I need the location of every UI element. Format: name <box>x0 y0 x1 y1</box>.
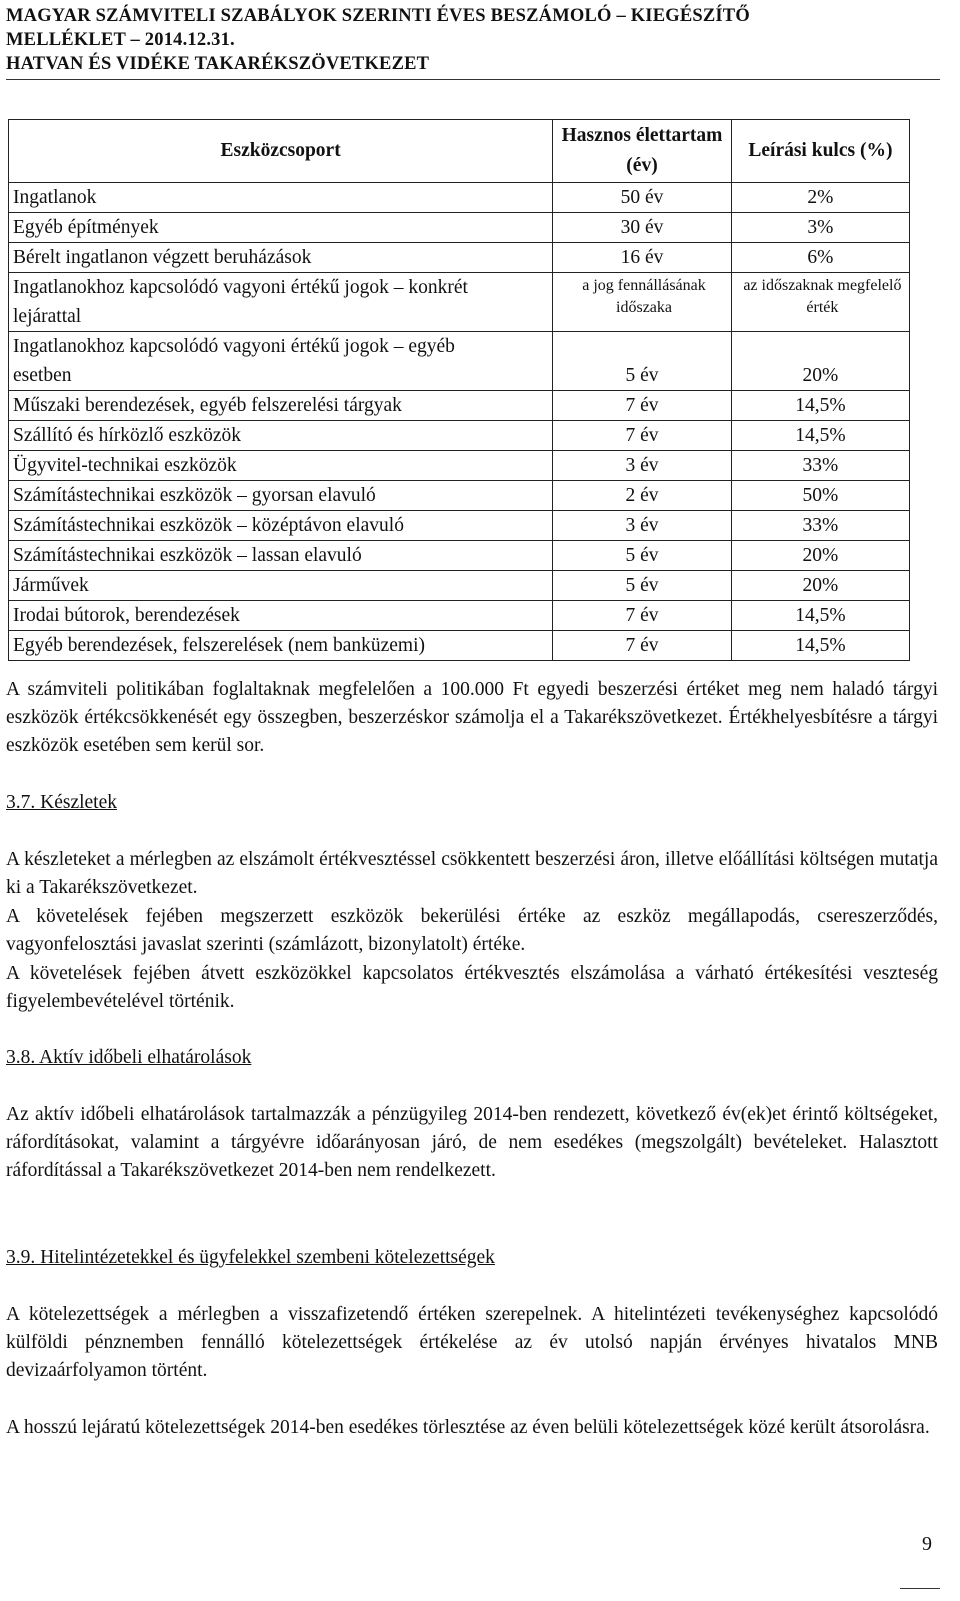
cell-useful-life: a jog fennállásának időszaka <box>553 273 732 332</box>
cell-asset-group: Számítástechnikai eszközök – gyorsan elavuló <box>9 481 553 511</box>
table-body <box>9 183 910 661</box>
header-line-2: MELLÉKLET – 2014.12.31. <box>6 30 235 50</box>
cell-asset-group: Járművek <box>9 571 553 601</box>
paragraph-inventories-2: A követelések fejében megszerzett eszközök bekerülési értéke az eszköz megállapodás, csereszerződés, vagyonfelosztási javaslat szerinti (számlázott, bizonylatolt) értéke. <box>6 906 938 955</box>
cell-depreciation-rate: 14,5% <box>731 601 909 631</box>
section-heading-liabilities: 3.9. Hitelintézetekkel és ügyfelekkel szembeni kötelezettségek <box>6 1247 495 1268</box>
section-heading-accrued-income: 3.8. Aktív időbeli elhatárolások <box>6 1047 252 1068</box>
table-row <box>9 391 910 421</box>
section-heading-inventories: 3.7. Készletek <box>6 792 118 813</box>
table-row <box>9 541 910 571</box>
cell-depreciation-rate: 14,5% <box>731 421 909 451</box>
cell-depreciation-rate: 20% <box>731 541 909 571</box>
paragraph-inventories-1: A készleteket a mérlegben az elszámolt értékvesztéssel csökkentett beszerzési áron, illetve előállítási költségen mutatja ki a Takarékszövetkezet. <box>6 849 938 898</box>
cell-useful-life: 50 év <box>553 183 732 213</box>
cell-asset-group: Szállító és hírközlő eszközök <box>9 421 553 451</box>
cell-depreciation-rate: 6% <box>731 243 909 273</box>
cell-asset-group: Bérelt ingatlanon végzett beruházások <box>9 243 553 273</box>
cell-depreciation-rate: 2% <box>731 183 909 213</box>
table-row <box>9 421 910 451</box>
table-row <box>9 213 910 243</box>
cell-asset-group: Ügyvitel-technikai eszközök <box>9 451 553 481</box>
cell-useful-life: 30 év <box>553 213 732 243</box>
cell-asset-group: Irodai bútorok, berendezések <box>9 601 553 631</box>
cell-asset-group: Ingatlanokhoz kapcsolódó vagyoni értékű jogok – egyéb esetben <box>9 332 553 391</box>
document-header <box>6 4 936 76</box>
paragraph-liabilities-2: A hosszú lejáratú kötelezettségek 2014-ben esedékes törlesztése az éven belüli kötelezettségek közé került átsorolásra. <box>6 1417 930 1438</box>
table-row <box>9 481 910 511</box>
cell-depreciation-rate: 14,5% <box>731 391 909 421</box>
table-row <box>9 332 910 391</box>
cell-asset-group: Ingatlanokhoz kapcsolódó vagyoni értékű jogok – konkrét lejárattal <box>9 273 553 332</box>
table-row <box>9 601 910 631</box>
cell-useful-life: 16 év <box>553 243 732 273</box>
cell-asset-group: Műszaki berendezések, egyéb felszerelési tárgyak <box>9 391 553 421</box>
cell-useful-life: 7 év <box>553 391 732 421</box>
cell-depreciation-rate: 20% <box>731 332 909 391</box>
header-line-3: HATVAN ÉS VIDÉKE TAKARÉKSZÖVETKEZET <box>6 54 430 74</box>
cell-asset-group: Számítástechnikai eszközök – lassan elavuló <box>9 541 553 571</box>
footer-divider <box>900 1588 940 1589</box>
table-row <box>9 631 910 661</box>
cell-useful-life: 5 év <box>553 571 732 601</box>
table-row <box>9 183 910 213</box>
cell-depreciation-rate: 20% <box>731 571 909 601</box>
table-header-row <box>9 120 910 183</box>
cell-depreciation-rate: 14,5% <box>731 631 909 661</box>
paragraph-low-value-assets: A számviteli politikában foglaltaknak megfelelően a 100.000 Ft egyedi beszerzési értéket meg nem haladó tárgyi eszközök értékcsökkenését egy összegben, beszerzéskor számolja el a Takarékszövetkezet. Értékhelyesbítésre a tárgyi eszközök esetében sem kerül sor. <box>6 679 938 756</box>
cell-asset-group: Egyéb berendezések, felszerelések (nem banküzemi) <box>9 631 553 661</box>
cell-asset-group: Egyéb építmények <box>9 213 553 243</box>
depreciation-table <box>8 119 910 661</box>
table-row <box>9 243 910 273</box>
cell-useful-life: 3 év <box>553 451 732 481</box>
column-header-asset-group: Eszközcsoport <box>9 120 553 183</box>
cell-useful-life: 7 év <box>553 631 732 661</box>
cell-useful-life: 7 év <box>553 601 732 631</box>
cell-useful-life: 2 év <box>553 481 732 511</box>
table-row <box>9 451 910 481</box>
cell-asset-group: Ingatlanok <box>9 183 553 213</box>
table-row <box>9 571 910 601</box>
cell-depreciation-rate: 33% <box>731 451 909 481</box>
header-line-1: MAGYAR SZÁMVITELI SZABÁLYOK SZERINTI ÉVES BESZÁMOLÓ – KIEGÉSZÍTŐ <box>6 6 750 26</box>
paragraph-accrued-income: Az aktív időbeli elhatárolások tartalmazzák a pénzügyileg 2014-ben rendezett, következő év(ek)et érintő költségeket, ráfordításokat, valamint a tárgyévre időarányosan járó, de nem esedékes (megszolgált) bevételeket. Halasztott ráfordítással a Takarékszövetkezet 2014-ben nem rendelkezett. <box>6 1104 938 1181</box>
cell-useful-life: 5 év <box>553 541 732 571</box>
paragraph-liabilities-1: A kötelezettségek a mérlegben a visszafizetendő értéken szerepelnek. A hitelintézeti tevékenységhez kapcsolódó külföldi pénznemben fennálló kötelezettségek értékelése az év utolsó napján érvényes hivatalos MNB devizaárfolyamon történt. <box>6 1304 938 1381</box>
cell-useful-life: 3 év <box>553 511 732 541</box>
cell-useful-life: 5 év <box>553 332 732 391</box>
column-header-depreciation-rate: Leírási kulcs (%) <box>731 120 909 183</box>
page-number: 9 <box>922 1533 932 1555</box>
table-row <box>9 511 910 541</box>
cell-depreciation-rate: 3% <box>731 213 909 243</box>
cell-useful-life: 7 év <box>553 421 732 451</box>
column-header-useful-life: Hasznos élettartam (év) <box>553 120 732 183</box>
cell-depreciation-rate: az időszaknak megfelelő érték <box>731 273 909 332</box>
table-row <box>9 273 910 332</box>
header-divider <box>6 79 940 80</box>
cell-depreciation-rate: 50% <box>731 481 909 511</box>
cell-asset-group: Számítástechnikai eszközök – középtávon elavuló <box>9 511 553 541</box>
cell-depreciation-rate: 33% <box>731 511 909 541</box>
paragraph-inventories-3: A követelések fejében átvett eszközökkel kapcsolatos értékvesztés elszámolása a várható értékesítési veszteség figyelembevételével történik. <box>6 963 938 1012</box>
